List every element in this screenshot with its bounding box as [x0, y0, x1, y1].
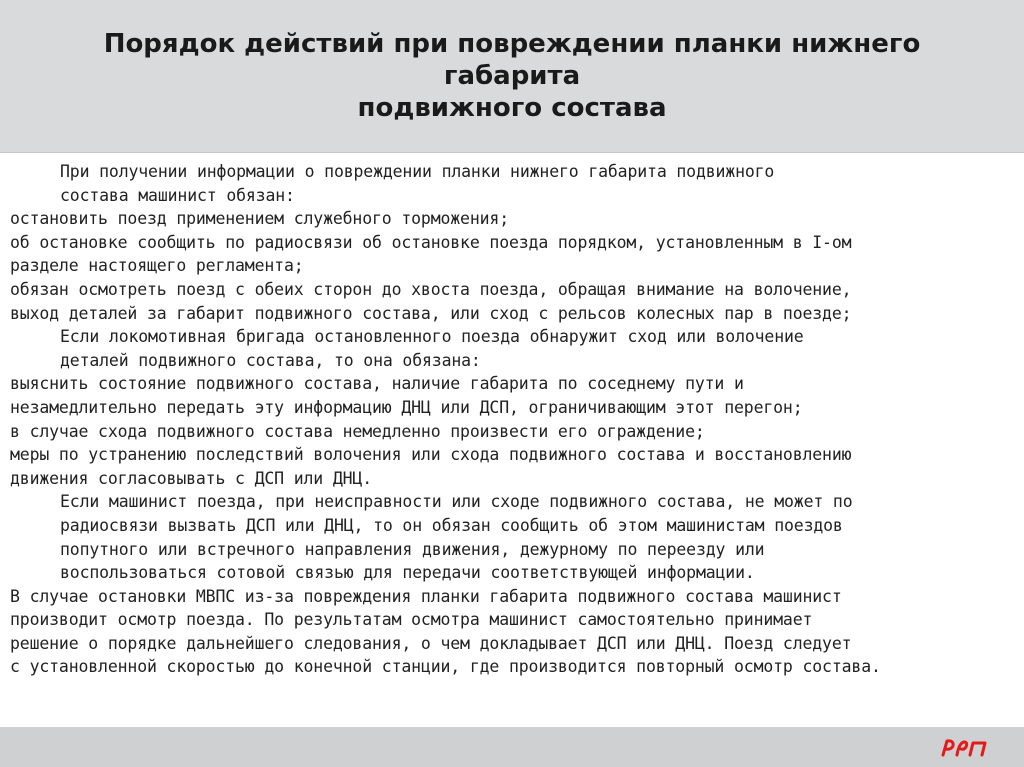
paragraph [10, 585, 1014, 679]
title-line: габарита [443, 61, 581, 91]
paragraph [10, 420, 1014, 444]
slide-header [0, 0, 1024, 153]
text-line: выяснить состояние подвижного состава, наличие габарита по соседнему пути и [10, 374, 744, 394]
paragraph [10, 443, 1014, 490]
text-line: с установленной скоростью до конечной станции, где производится повторный осмотр состава. [10, 657, 881, 677]
paragraph [10, 231, 1014, 278]
title-line: подвижного состава [357, 93, 667, 123]
text-line: воспользоваться сотовой связью для передачи соответствующей информации. [60, 563, 755, 583]
text-line: об остановке сообщить по радиосвязи об остановке поезда порядком, установленным в I-ом [10, 232, 852, 252]
text-line: попутного или встречного направления движения, дежурному по переезду или [60, 539, 765, 559]
paragraph [10, 160, 1014, 207]
text-line: движения согласовывать с ДСП или ДНЦ. [10, 468, 373, 488]
text-line: решение о порядке дальнейшего следования, о чем докладывает ДСП или ДНЦ. Поезд следует [10, 633, 852, 653]
text-line: производит осмотр поезда. По результатам осмотра машинист самостоятельно принимает [10, 610, 813, 630]
rzd-logo-icon [940, 735, 988, 759]
text-line: состава машинист обязан: [60, 185, 295, 205]
text-line: Если машинист поезда, при неисправности или сходе подвижного состава, не может по [60, 492, 853, 512]
paragraph [10, 325, 1014, 372]
text-line: радиосвязи вызвать ДСП или ДНЦ, то он обязан сообщить об этом машинистам поездов [60, 515, 843, 535]
text-line: незамедлительно передать эту информацию ДНЦ или ДСП, ограничивающим этот перегон; [10, 397, 803, 417]
text-line: выход деталей за габарит подвижного состава, или сход с рельсов колесных пар в поезде; [10, 303, 852, 323]
slide-title [0, 28, 1024, 124]
text-line: Если локомотивная бригада остановленного поезда обнаружит сход или волочение [60, 327, 804, 347]
slide-footer [0, 727, 1024, 767]
paragraph [10, 490, 1014, 584]
slide-body [10, 160, 1014, 679]
text-line: При получении информации о повреждении планки нижнего габарита подвижного [60, 162, 775, 181]
text-line: деталей подвижного состава, то она обязана: [60, 350, 481, 370]
paragraph [10, 278, 1014, 325]
title-line: Порядок действий при повреждении планки нижнего [103, 29, 921, 59]
paragraph [10, 207, 1014, 231]
text-line: остановить поезд применением служебного торможения; [10, 209, 509, 229]
text-line: меры по устранению последствий волочения или схода подвижного состава и восстановлению [10, 445, 852, 465]
text-line: В случае остановки МВПС из-за повреждения планки габарита подвижного состава машинист [10, 586, 842, 606]
paragraph [10, 372, 1014, 419]
text-line: обязан осмотреть поезд с обеих сторон до хвоста поезда, обращая внимание на волочение, [10, 279, 852, 299]
text-line: разделе настоящего регламента; [10, 256, 304, 276]
text-line: в случае схода подвижного состава немедленно произвести его ограждение; [10, 421, 705, 441]
